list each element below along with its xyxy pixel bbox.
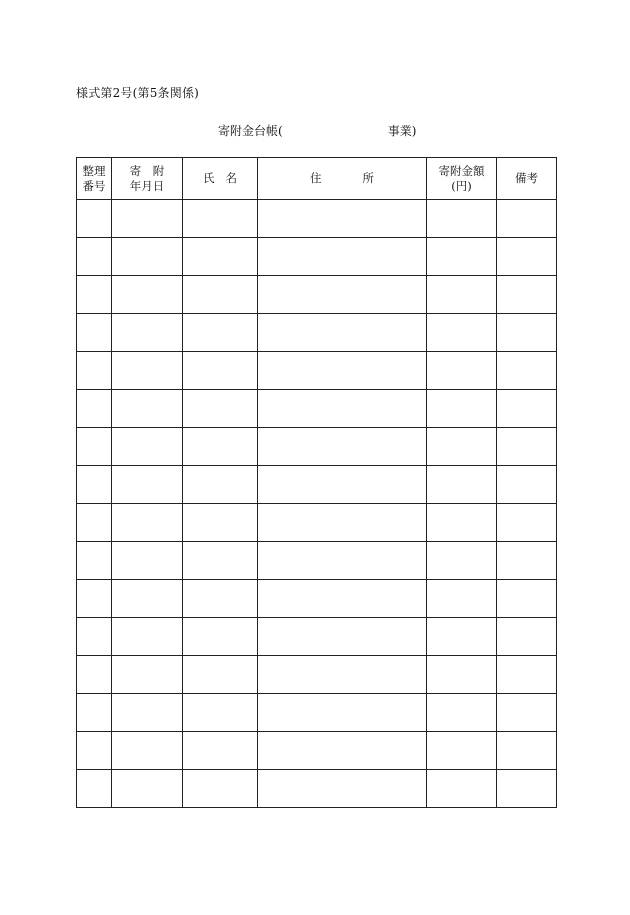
address-cell[interactable] (258, 694, 427, 732)
table-row (77, 770, 557, 808)
donation-amount-cell[interactable] (427, 694, 497, 732)
table-row (77, 352, 557, 390)
remarks-cell[interactable] (497, 732, 557, 770)
name-cell[interactable] (183, 504, 258, 542)
remarks-cell[interactable] (497, 504, 557, 542)
donation-ledger-table (76, 157, 557, 808)
header-row (77, 158, 557, 200)
remarks-cell[interactable] (497, 580, 557, 618)
donation-date-cell[interactable] (112, 238, 183, 276)
donation-amount-cell[interactable] (427, 352, 497, 390)
table-row (77, 580, 557, 618)
col-header-serial-number: 整理 番号 (77, 158, 112, 200)
donation-amount-cell[interactable] (427, 732, 497, 770)
address-cell[interactable] (258, 542, 427, 580)
donation-date-cell[interactable] (112, 352, 183, 390)
donation-amount-cell[interactable] (427, 428, 497, 466)
donation-amount-cell[interactable] (427, 656, 497, 694)
name-cell[interactable] (183, 732, 258, 770)
name-cell[interactable] (183, 390, 258, 428)
name-cell[interactable] (183, 428, 258, 466)
table-row (77, 466, 557, 504)
donation-date-cell[interactable] (112, 390, 183, 428)
address-cell[interactable] (258, 428, 427, 466)
name-cell[interactable] (183, 542, 258, 580)
donation-date-cell[interactable] (112, 466, 183, 504)
serial-number-cell[interactable] (77, 200, 112, 238)
name-cell[interactable] (183, 770, 258, 808)
table-row (77, 694, 557, 732)
serial-number-cell[interactable] (77, 238, 112, 276)
serial-number-cell[interactable] (77, 542, 112, 580)
donation-date-cell[interactable] (112, 580, 183, 618)
donation-amount-cell[interactable] (427, 314, 497, 352)
donation-date-cell[interactable] (112, 694, 183, 732)
address-cell[interactable] (258, 466, 427, 504)
name-cell[interactable] (183, 580, 258, 618)
address-cell[interactable] (258, 390, 427, 428)
serial-number-cell[interactable] (77, 504, 112, 542)
remarks-cell[interactable] (497, 200, 557, 238)
serial-number-cell[interactable] (77, 466, 112, 504)
ledger-title (218, 122, 416, 139)
remarks-cell[interactable] (497, 314, 557, 352)
table-row (77, 656, 557, 694)
donation-date-cell[interactable] (112, 732, 183, 770)
table-row (77, 542, 557, 580)
col-header-name: 氏 名 (183, 158, 258, 200)
donation-date-cell[interactable] (112, 656, 183, 694)
table-row (77, 618, 557, 656)
form-number-label: 様式第2号(第5条関係) (76, 86, 200, 100)
serial-number-cell[interactable] (77, 580, 112, 618)
donation-amount-cell[interactable] (427, 276, 497, 314)
name-cell[interactable] (183, 618, 258, 656)
donation-amount-cell[interactable] (427, 618, 497, 656)
donation-amount-cell[interactable] (427, 466, 497, 504)
donation-date-cell[interactable] (112, 314, 183, 352)
table-row (77, 732, 557, 770)
donation-amount-cell[interactable] (427, 504, 497, 542)
address-cell[interactable] (258, 504, 427, 542)
remarks-cell[interactable] (497, 542, 557, 580)
table-row (77, 200, 557, 238)
serial-number-cell[interactable] (77, 694, 112, 732)
address-cell[interactable] (258, 656, 427, 694)
donation-amount-cell[interactable] (427, 238, 497, 276)
serial-number-cell[interactable] (77, 352, 112, 390)
table-row (77, 428, 557, 466)
remarks-cell[interactable] (497, 276, 557, 314)
table-row (77, 276, 557, 314)
name-cell[interactable] (183, 238, 258, 276)
donation-date-cell[interactable] (112, 770, 183, 808)
serial-number-cell[interactable] (77, 770, 112, 808)
project-name-blank[interactable] (283, 122, 388, 139)
name-cell[interactable] (183, 656, 258, 694)
remarks-cell[interactable] (497, 694, 557, 732)
col-header-address: 住 所 (258, 158, 427, 200)
donation-date-cell[interactable] (112, 276, 183, 314)
donation-date-cell[interactable] (112, 542, 183, 580)
remarks-cell[interactable] (497, 656, 557, 694)
address-cell[interactable] (258, 732, 427, 770)
remarks-cell[interactable] (497, 770, 557, 808)
serial-number-cell[interactable] (77, 656, 112, 694)
address-cell[interactable] (258, 770, 427, 808)
address-cell[interactable] (258, 352, 427, 390)
address-cell[interactable] (258, 238, 427, 276)
serial-number-cell[interactable] (77, 618, 112, 656)
address-cell[interactable] (258, 580, 427, 618)
name-cell[interactable] (183, 466, 258, 504)
donation-amount-cell[interactable] (427, 580, 497, 618)
donation-date-cell[interactable] (112, 504, 183, 542)
address-cell[interactable] (258, 276, 427, 314)
remarks-cell[interactable] (497, 238, 557, 276)
donation-amount-cell[interactable] (427, 390, 497, 428)
donation-amount-cell[interactable] (427, 770, 497, 808)
donation-date-cell[interactable] (112, 618, 183, 656)
name-cell[interactable] (183, 200, 258, 238)
serial-number-cell[interactable] (77, 314, 112, 352)
table-row (77, 504, 557, 542)
name-cell[interactable] (183, 352, 258, 390)
address-cell[interactable] (258, 200, 427, 238)
remarks-cell[interactable] (497, 390, 557, 428)
table-row (77, 390, 557, 428)
address-cell[interactable] (258, 314, 427, 352)
ledger-title-suffix: 事業) (387, 124, 417, 138)
col-header-remarks: 備考 (497, 158, 557, 200)
serial-number-cell[interactable] (77, 428, 112, 466)
serial-number-cell[interactable] (77, 276, 112, 314)
serial-number-cell[interactable] (77, 732, 112, 770)
table-row (77, 238, 557, 276)
ledger-body (77, 200, 557, 808)
remarks-cell[interactable] (497, 618, 557, 656)
remarks-cell[interactable] (497, 466, 557, 504)
donation-amount-cell[interactable] (427, 542, 497, 580)
remarks-cell[interactable] (497, 428, 557, 466)
serial-number-cell[interactable] (77, 390, 112, 428)
name-cell[interactable] (183, 314, 258, 352)
name-cell[interactable] (183, 276, 258, 314)
remarks-cell[interactable] (497, 352, 557, 390)
address-cell[interactable] (258, 618, 427, 656)
donation-date-cell[interactable] (112, 428, 183, 466)
col-header-donation-date: 寄 附 年月日 (112, 158, 183, 200)
donation-amount-cell[interactable] (427, 200, 497, 238)
table-row (77, 314, 557, 352)
donation-date-cell[interactable] (112, 200, 183, 238)
name-cell[interactable] (183, 694, 258, 732)
ledger-title-prefix: 寄附金台帳( (218, 124, 283, 138)
col-header-donation-amount: 寄附金額 (円) (427, 158, 497, 200)
